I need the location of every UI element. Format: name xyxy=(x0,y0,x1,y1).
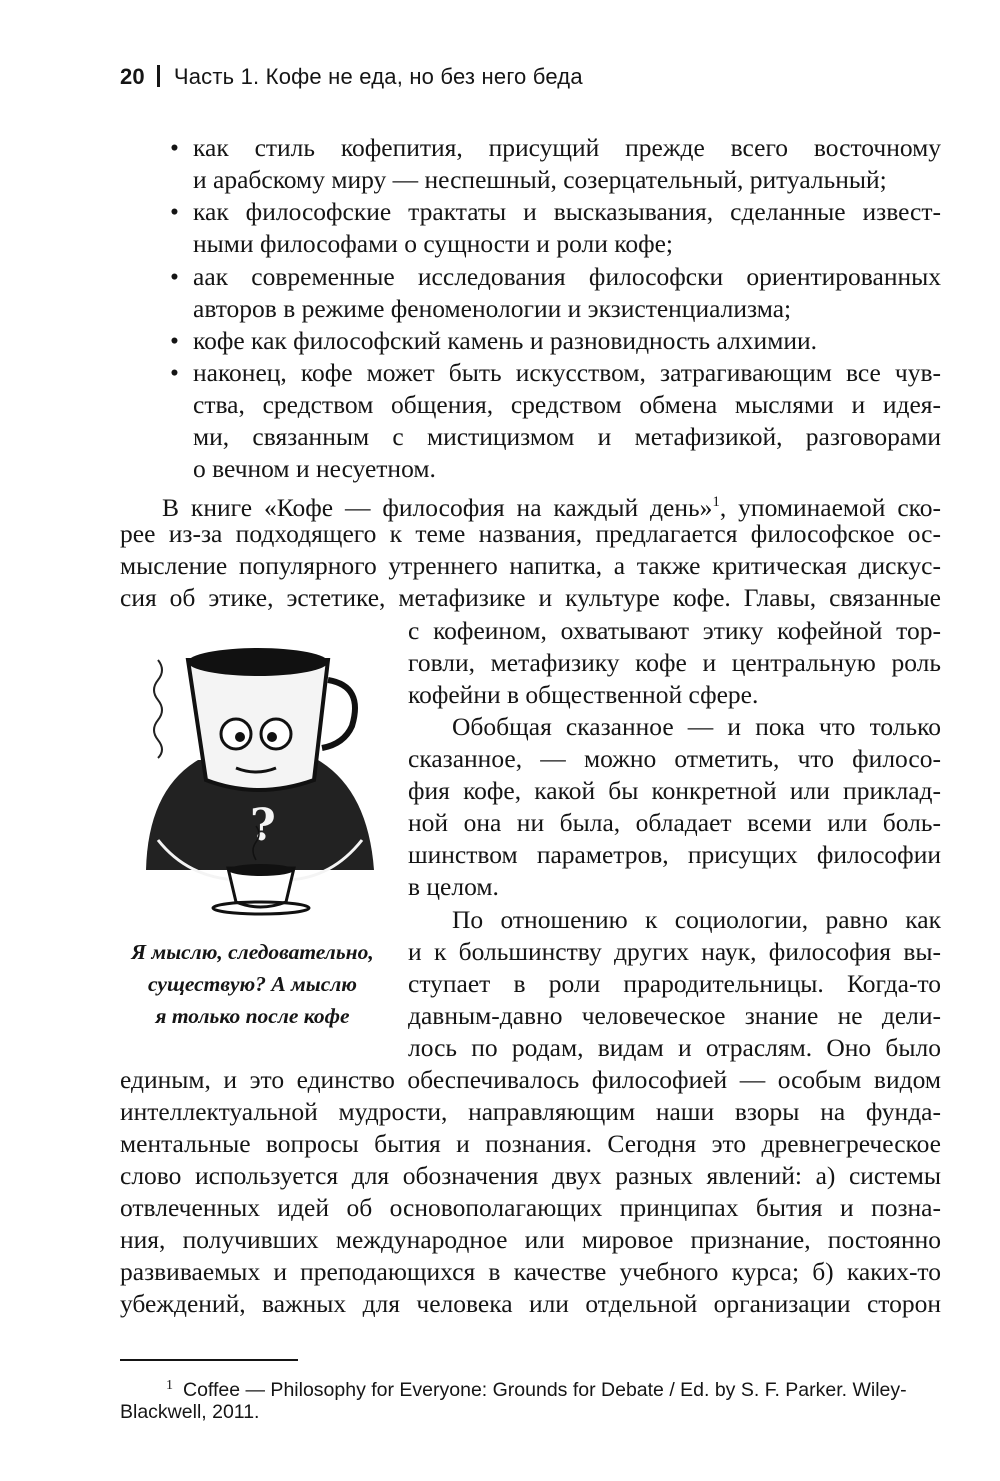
coffee-cup-head-illustration xyxy=(128,640,392,920)
question-mark-icon: ? xyxy=(250,800,276,851)
coffee-surface xyxy=(188,648,328,676)
bullet-2-line-2: ными философами о сущности и роли кофе; xyxy=(193,229,673,258)
paragraph-3-line-8: ментальные вопросы бытия и познания. Сегодня это древнегреческое xyxy=(120,1129,941,1158)
bullet-1-line-1: как стиль кофепития, присущий прежде всего восточному xyxy=(193,133,941,162)
small-cup-coffee xyxy=(228,864,294,876)
right-pupil xyxy=(267,732,277,742)
page-number: 20 xyxy=(120,64,145,89)
paragraph-3-line-5: лось по родам, видам и отраслям. Оно было xyxy=(408,1033,941,1062)
paragraph-2-line-4: ной она ни была, обладает всеми или боль- xyxy=(408,808,941,837)
footnote-rule xyxy=(120,1359,298,1361)
bullet-marker: • xyxy=(170,197,179,226)
running-header xyxy=(120,64,583,90)
left-pupil xyxy=(235,732,245,742)
section-title: Часть 1. Кофе не еда, но без него беда xyxy=(173,64,583,89)
caption-line-1: Я мыслю, следовательно, xyxy=(131,940,374,964)
paragraph-1-line-5: с кофеином, охватывают этику кофейной тор- xyxy=(408,616,941,645)
paragraph-2-line-6: в целом. xyxy=(408,872,499,901)
bullet-1-line-2: и арабскому миру — неспешный, созерцательный, ритуальный; xyxy=(193,165,887,194)
paragraph-3-line-3: ступает в роли прародительницы. Когда-то xyxy=(408,969,941,998)
paragraph-1-line-2: рее из-за подходящего к теме названия, предлагается философское ос- xyxy=(120,519,941,548)
paragraph-3-line-9: слово используется для обозначения двух разных явлений: а) системы xyxy=(120,1161,941,1190)
bullet-3-line-1: аак современные исследования философски ориентированных xyxy=(193,262,941,291)
bullet-5-line-4: о вечном и несуетном. xyxy=(193,454,436,483)
paragraph-3-line-4: давным-давно человеческое знание не дели- xyxy=(408,1001,941,1030)
paragraph-3-line-13: убеждений, важных для человека или отдельной организации сторон xyxy=(120,1289,941,1318)
paragraph-1-line-6: говли, метафизику кофе и центральную роль xyxy=(408,648,941,677)
bullet-3-line-2: авторов в режиме феноменологии и экзистенциализма; xyxy=(193,294,792,323)
header-divider xyxy=(157,65,160,87)
paragraph-2-line-5: шинством параметров, присущих философии xyxy=(408,840,941,869)
caption-line-3: я только после кофе xyxy=(155,1004,350,1028)
paragraph-1-line-7: кофейни в общественной сфере. xyxy=(408,680,759,709)
paragraph-1-text: В книге «Кофе — философия на каждый день» xyxy=(162,493,713,522)
steam-icon xyxy=(154,660,162,758)
cup-handle xyxy=(322,680,355,748)
footnote-line-2: Blackwell, 2011. xyxy=(120,1401,260,1423)
footnote-reference: 1 xyxy=(712,494,720,510)
paragraph-2-line-3: фия кофе, какой бы конкретной или приклад- xyxy=(408,776,941,805)
bullet-2-line-1: как философские трактаты и высказывания, сделанные извест- xyxy=(193,197,941,226)
paragraph-3-line-1: По отношению к социологии, равно как xyxy=(452,905,941,934)
paragraph-3-line-7: интеллектуальной мудрости, направляющим наши взоры на фунда- xyxy=(120,1097,941,1126)
bullet-5-line-3: ми, связанным с мистицизмом и метафизикой, разговорами xyxy=(193,422,941,451)
paragraph-2-line-2: сказанное, — можно отметить, что филосо- xyxy=(408,744,941,773)
caption-line-2: существую? А мыслю xyxy=(148,972,357,996)
bullet-marker: • xyxy=(170,262,179,291)
paragraph-2-line-1: Обобщая сказанное — и пока что только xyxy=(452,712,941,741)
paragraph-3-line-11: ния, получивших международное или мировое признание, постоянно xyxy=(120,1225,941,1254)
bullet-marker: • xyxy=(170,358,179,387)
paragraph-1-line-3: мысление популярного утреннего напитка, а также критическая дискус- xyxy=(120,551,941,580)
paragraph-3-line-12: развиваемых и преподающихся в качестве учебного курса; б) каких-то xyxy=(120,1257,941,1286)
bullet-5-line-2: ства, средством общения, средством обмена мыслями и идея- xyxy=(193,390,941,419)
paragraph-3-line-2: и к большинству других наук, философия вы- xyxy=(408,937,941,966)
paragraph-3-line-10: отвлеченных идей об основополагающих принципах бытия и позна- xyxy=(120,1193,941,1222)
footnote-mark: 1 xyxy=(166,1378,173,1393)
bullet-5-line-1: наконец, кофе может быть искусством, затрагивающим все чув- xyxy=(193,358,941,387)
paragraph-1-line-4: сия об этике, эстетике, метафизике и культуре кофе. Главы, связанные xyxy=(120,583,941,612)
paragraph-3-line-6: единым, и это единство обеспечивалось философией — особым видом xyxy=(120,1065,941,1094)
footnote-line-1 xyxy=(166,1372,907,1404)
bullet-marker: • xyxy=(170,133,179,162)
bullet-4-line-1: кофе как философский камень и разновидность алхимии. xyxy=(193,326,818,355)
paragraph-1-text: , упоминаемой ско- xyxy=(719,493,942,522)
footnote-text: Coffee — Philosophy for Everyone: Grounds for Debate / Ed. by S. F. Parker. Wiley- xyxy=(183,1379,907,1401)
bullet-marker: • xyxy=(170,326,179,355)
